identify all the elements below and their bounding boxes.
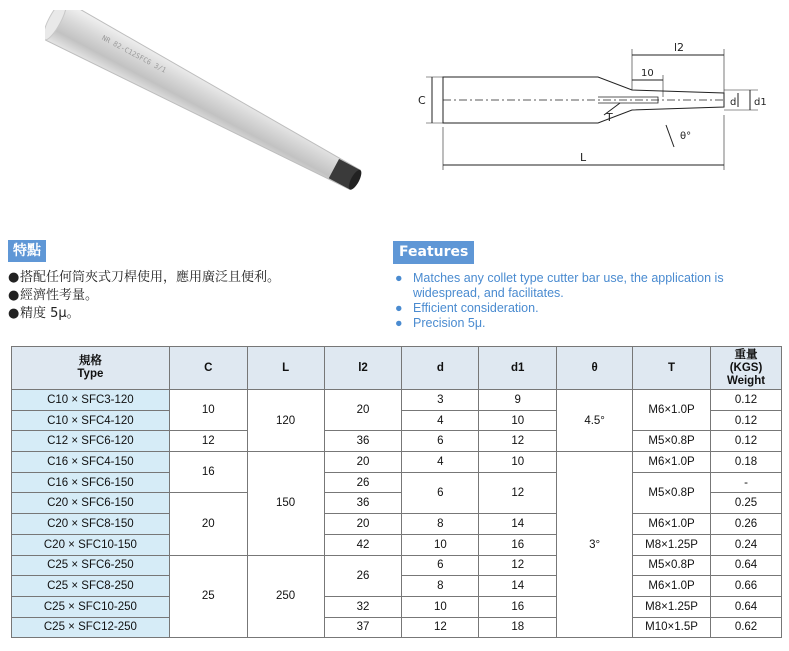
col-weight bbox=[711, 347, 782, 390]
type-cell: C20 × SFC6-150 bbox=[12, 493, 170, 514]
l2-cell: 26 bbox=[324, 555, 402, 596]
type-cell: C12 × SFC6-120 bbox=[12, 431, 170, 452]
svg-text:NR 82-C12SFC6 3/1: NR 82-C12SFC6 3/1 bbox=[100, 33, 168, 75]
list-item: ●搭配任何筒夾式刀桿使用，應用廣泛且便利。 bbox=[8, 270, 281, 285]
d-cell: 10 bbox=[402, 596, 479, 617]
table-row bbox=[12, 596, 782, 617]
c-cell: 25 bbox=[169, 555, 247, 638]
dim-l: L bbox=[580, 151, 587, 164]
c-cell: 12 bbox=[169, 431, 247, 452]
t-cell: M6×1.0P bbox=[633, 514, 711, 535]
header-weight-unit: (KGS) bbox=[729, 361, 763, 374]
table-row bbox=[12, 452, 782, 473]
t-cell: M6×1.0P bbox=[633, 576, 711, 597]
feature-text: Precision 5μ. bbox=[413, 316, 486, 330]
type-cell: C20 × SFC8-150 bbox=[12, 514, 170, 535]
l2-cell: 20 bbox=[324, 390, 402, 431]
d1-cell: 14 bbox=[479, 514, 557, 535]
t-cell: M6×1.0P bbox=[633, 452, 711, 473]
features-list-cn bbox=[8, 269, 378, 323]
features-heading-cn: 特點 bbox=[8, 240, 46, 262]
dim-theta: θ° bbox=[680, 131, 692, 142]
features-heading-en: Features bbox=[393, 241, 474, 264]
technical-drawing bbox=[408, 35, 778, 190]
header-weight-cn: 重量 bbox=[734, 348, 758, 361]
d-cell: 8 bbox=[402, 514, 479, 535]
d1-cell: 16 bbox=[479, 596, 557, 617]
d1-cell: 10 bbox=[479, 452, 557, 473]
list-item: ●精度 5μ。 bbox=[8, 306, 80, 321]
t-cell: M8×1.25P bbox=[633, 534, 711, 555]
list-item: ● Precision 5μ. bbox=[395, 316, 486, 330]
d-cell: 3 bbox=[402, 390, 479, 411]
l-cell: 150 bbox=[247, 452, 324, 555]
weight-cell: 0.12 bbox=[711, 410, 782, 431]
d-cell: 4 bbox=[402, 452, 479, 473]
feature-text: 經濟性考量。 bbox=[20, 288, 99, 303]
d-cell: 4 bbox=[402, 410, 479, 431]
weight-cell: 0.26 bbox=[711, 514, 782, 535]
l2-cell: 42 bbox=[324, 534, 402, 555]
l2-cell: 26 bbox=[324, 472, 402, 493]
table-header-row bbox=[12, 347, 782, 390]
dim-t: T bbox=[606, 111, 613, 124]
col-d1: d1 bbox=[479, 347, 557, 390]
l2-cell: 36 bbox=[324, 431, 402, 452]
type-cell: C25 × SFC12-250 bbox=[12, 617, 170, 638]
table-row bbox=[12, 534, 782, 555]
d1-cell: 12 bbox=[479, 555, 557, 576]
l2-cell: 36 bbox=[324, 493, 402, 514]
list-item: ●經濟性考量。 bbox=[8, 288, 99, 303]
d-cell: 6 bbox=[402, 472, 479, 513]
features-list-en bbox=[395, 271, 785, 331]
type-cell: C20 × SFC10-150 bbox=[12, 534, 170, 555]
feature-text: 精度 5μ。 bbox=[20, 306, 80, 321]
d1-cell: 16 bbox=[479, 534, 557, 555]
col-type bbox=[12, 347, 170, 390]
l-cell: 250 bbox=[247, 555, 324, 638]
weight-cell: - bbox=[711, 472, 782, 493]
d-cell: 10 bbox=[402, 534, 479, 555]
feature-text-cont: widespread, and facilitates. bbox=[413, 286, 564, 300]
dim-l2: l2 bbox=[674, 41, 685, 54]
table-row bbox=[12, 617, 782, 638]
weight-cell: 0.24 bbox=[711, 534, 782, 555]
spec-table bbox=[11, 346, 782, 638]
d-cell: 12 bbox=[402, 617, 479, 638]
feature-text: Matches any collet type cutter bar use, the application is bbox=[413, 271, 724, 285]
d1-cell: 12 bbox=[479, 431, 557, 452]
l2-cell: 37 bbox=[324, 617, 402, 638]
table-row bbox=[12, 472, 782, 493]
list-item: ● Efficient consideration. bbox=[395, 301, 539, 315]
header-type-cn: 規格 bbox=[78, 355, 102, 367]
d-cell: 8 bbox=[402, 576, 479, 597]
table-row bbox=[12, 514, 782, 535]
weight-cell: 0.18 bbox=[711, 452, 782, 473]
col-l: L bbox=[247, 347, 324, 390]
t-cell: M10×1.5P bbox=[633, 617, 711, 638]
weight-cell: 0.64 bbox=[711, 596, 782, 617]
l2-cell: 20 bbox=[324, 452, 402, 473]
type-cell: C25 × SFC8-250 bbox=[12, 576, 170, 597]
t-cell: M8×1.25P bbox=[633, 596, 711, 617]
weight-cell: 0.62 bbox=[711, 617, 782, 638]
header-type-en: Type bbox=[77, 368, 104, 380]
weight-cell: 0.12 bbox=[711, 390, 782, 411]
d-cell: 6 bbox=[402, 555, 479, 576]
l-cell: 120 bbox=[247, 390, 324, 452]
header-weight-en: Weight bbox=[726, 374, 766, 387]
dim-10: 10 bbox=[641, 68, 654, 79]
feature-text: 搭配任何筒夾式刀桿使用，應用廣泛且便利。 bbox=[20, 270, 281, 285]
d1-cell: 12 bbox=[479, 472, 557, 513]
type-cell: C16 × SFC6-150 bbox=[12, 472, 170, 493]
table-row bbox=[12, 390, 782, 411]
product-photo bbox=[45, 10, 365, 190]
t-cell: M6×1.0P bbox=[633, 390, 711, 431]
d1-cell: 18 bbox=[479, 617, 557, 638]
col-theta: θ bbox=[557, 347, 633, 390]
col-l2: l2 bbox=[324, 347, 402, 390]
t-cell: M5×0.8P bbox=[633, 472, 711, 513]
dim-d1: d1 bbox=[754, 97, 767, 108]
dim-c: C bbox=[418, 94, 426, 107]
t-cell: M5×0.8P bbox=[633, 431, 711, 452]
d-cell: 6 bbox=[402, 431, 479, 452]
d1-cell: 14 bbox=[479, 576, 557, 597]
d1-cell: 9 bbox=[479, 390, 557, 411]
table-row bbox=[12, 431, 782, 452]
weight-cell: 0.25 bbox=[711, 493, 782, 514]
type-cell: C25 × SFC10-250 bbox=[12, 596, 170, 617]
table-row bbox=[12, 555, 782, 576]
l2-cell: 20 bbox=[324, 514, 402, 535]
c-cell: 10 bbox=[169, 390, 247, 431]
type-cell: C16 × SFC4-150 bbox=[12, 452, 170, 473]
weight-cell: 0.66 bbox=[711, 576, 782, 597]
type-cell: C25 × SFC6-250 bbox=[12, 555, 170, 576]
l2-cell: 32 bbox=[324, 596, 402, 617]
dim-d: d bbox=[730, 97, 737, 108]
theta-cell: 4.5° bbox=[557, 390, 633, 452]
weight-cell: 0.64 bbox=[711, 555, 782, 576]
weight-cell: 0.12 bbox=[711, 431, 782, 452]
col-c: C bbox=[169, 347, 247, 390]
col-d: d bbox=[402, 347, 479, 390]
type-cell: C10 × SFC3-120 bbox=[12, 390, 170, 411]
d1-cell: 10 bbox=[479, 410, 557, 431]
col-t: T bbox=[633, 347, 711, 390]
theta-cell: 3° bbox=[557, 452, 633, 638]
c-cell: 20 bbox=[169, 493, 247, 555]
list-item: ● Matches any collet type cutter bar use, the application is widespread, and facilitates. bbox=[395, 271, 785, 301]
t-cell: M5×0.8P bbox=[633, 555, 711, 576]
feature-text: Efficient consideration. bbox=[413, 301, 539, 315]
type-cell: C10 × SFC4-120 bbox=[12, 410, 170, 431]
c-cell: 16 bbox=[169, 452, 247, 493]
